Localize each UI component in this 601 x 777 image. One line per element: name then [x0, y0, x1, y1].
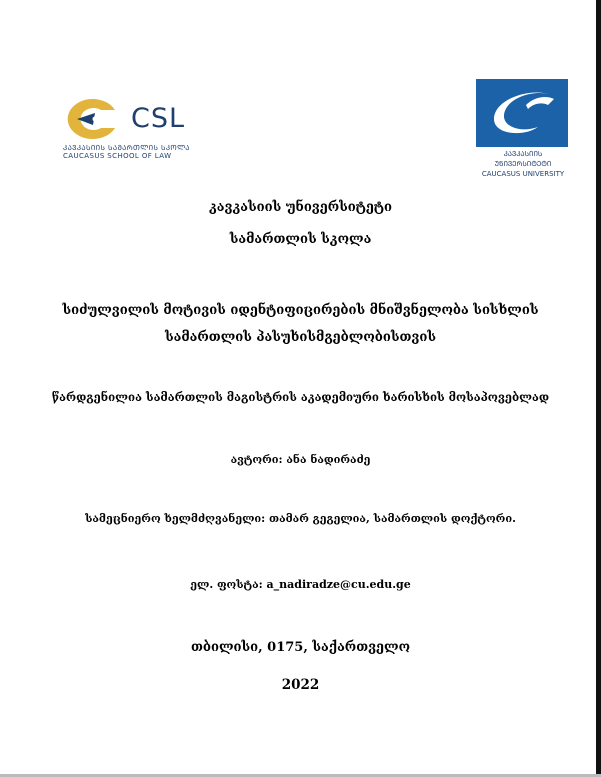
- csl-caption-en: CAUCASUS SCHOOL OF LAW: [63, 152, 172, 160]
- author-line: ავტორი: ანა ნადირაძე: [230, 453, 371, 466]
- cu-caption-en: CAUCASUS UNIVERSITY: [481, 170, 565, 178]
- thesis-title-line-2: სამართლის პასუხისმგებლობისთვის: [164, 330, 436, 345]
- email-line: ელ. ფოსტა: a_nadiradze@cu.edu.ge: [190, 578, 411, 591]
- csl-logo-text: CSL: [131, 103, 186, 134]
- csl-caption: [63, 144, 213, 160]
- cu-emblem-icon: [476, 79, 568, 147]
- thesis-title-line-1: სიძულვილის მოტივის იდენტიფიცირების მნიშვნელობა სისხლის: [62, 303, 539, 318]
- school-name: სამართლის სკოლა: [229, 232, 372, 247]
- supervisor-line: სამეცნიერო ხელმძღვანელი: თამარ გეგელია, სამართლის დოქტორი.: [85, 512, 516, 525]
- place-line: თბილისი, 0175, საქართველო: [190, 640, 411, 655]
- cu-logo: [475, 79, 571, 178]
- year-line: 2022: [281, 677, 320, 693]
- cu-caption: [475, 149, 571, 179]
- university-name: კავკასიის უნივერსიტეტი: [208, 200, 392, 215]
- degree-statement: წარდგენილია სამართლის მაგისტრის აკადემიური ხარისხის მოსაპოვებლად: [51, 390, 550, 404]
- csl-logo: [55, 95, 205, 161]
- page-edge-right: [596, 0, 601, 777]
- csl-caption-ka: ᲙᲐᲕᲙᲐᲡᲘᲘᲡ ᲡᲐᲛᲐᲠᲗᲚᲘᲡ ᲡᲙᲝᲚᲐ: [63, 144, 190, 152]
- cu-caption-ka: ᲙᲐᲕᲙᲐᲡᲘᲘᲡ ᲣᲜᲘᲕᲔᲠᲡᲘᲢᲔᲢᲘ: [494, 150, 552, 168]
- csl-emblem-icon: [55, 95, 125, 143]
